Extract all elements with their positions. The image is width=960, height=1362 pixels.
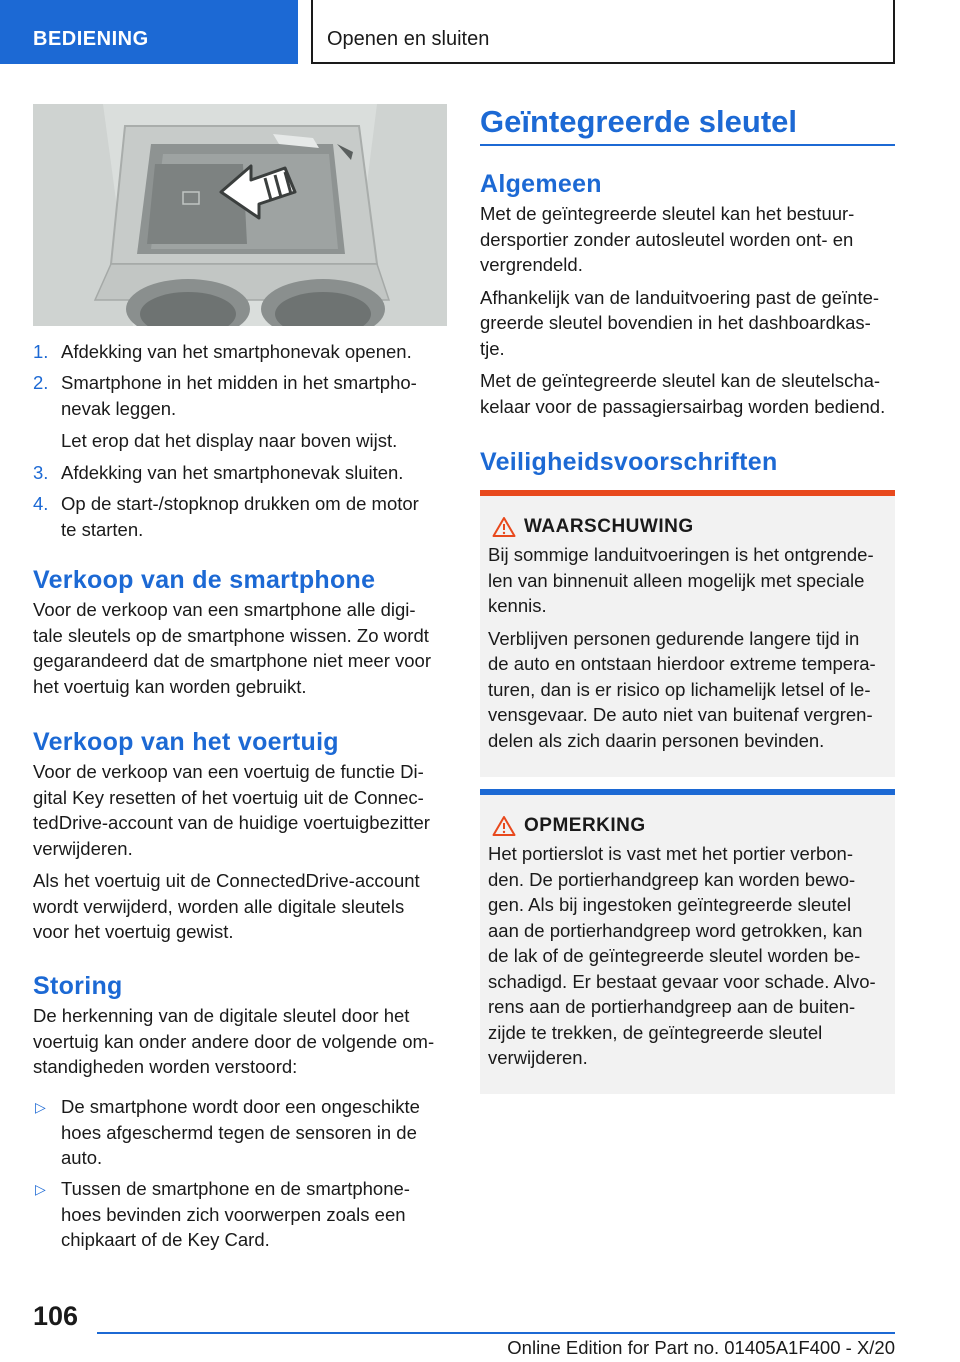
smartphone-tray-photo: [33, 104, 447, 326]
notice-line: den. De portierhandgreep kan worden bewo-: [488, 868, 856, 890]
body-line: Voor de verkoop van een voertuig de functie Di-: [33, 761, 424, 782]
section-heading: Storing: [33, 972, 123, 1000]
section-heading: Algemeen: [480, 170, 602, 198]
notice-line: verwijderen.: [488, 1047, 588, 1068]
notice-line: Het portierslot is vast met het portier verbon-: [488, 843, 854, 864]
warning-line: kennis.: [488, 595, 547, 616]
section-general: [480, 170, 895, 419]
body-line: verwijderen.: [33, 837, 133, 859]
title-divider: [480, 144, 895, 146]
fault-bullet-2: [33, 1176, 447, 1253]
section-heading: Verkoop van het voertuig: [33, 728, 339, 756]
step-text: Afdekking van het smartphonevak openen.: [61, 341, 412, 362]
notice-line: schadigd. Er bestaat gevaar voor schade. Alvo-: [488, 970, 876, 992]
step-number: 1.: [33, 341, 49, 362]
body-line: Als het voertuig uit de ConnectedDrive-account: [33, 870, 420, 891]
bullet-line: hoes bevinden zich voorwerpen zoals een: [61, 1203, 406, 1225]
bullet-line: chipkaart of de Key Card.: [61, 1229, 270, 1250]
body-line: voor het voertuig gewist.: [33, 921, 234, 942]
notice-triangle-icon: [492, 815, 516, 837]
body-line: kelaar voor de passagiersairbag worden bediend.: [480, 395, 886, 417]
notice-line: de lak of de geïntegreerde sleutel worden be-: [488, 945, 861, 966]
notice-label: OPMERKING: [524, 815, 646, 836]
bullet-line: De smartphone wordt door een ongeschikte: [61, 1096, 420, 1117]
bullet-line: hoes afgeschermd tegen de sensoren in de: [61, 1121, 417, 1143]
step-number: 3.: [33, 462, 49, 483]
section-fault: [33, 972, 447, 1080]
notice-line: rens aan de portierhandgreep aan de buiten-: [488, 996, 856, 1017]
body-line: gital Key resetten of het voertuig uit de Connec-: [33, 786, 424, 808]
step-text-line: Smartphone in het midden in het smartpho-: [61, 372, 417, 393]
bullet-line: auto.: [61, 1147, 103, 1168]
step-text-line: nevak leggen.: [61, 397, 177, 419]
warning-line: Verblijven personen gedurende langere tijd in: [488, 627, 860, 649]
edition-note: Online Edition for Part no. 01405A1F400 - X/20: [507, 1337, 895, 1358]
warning-line: len van binnenuit alleen mogelijk met speciale: [488, 569, 865, 591]
bullet-line: Tussen de smartphone en de smartphone-: [61, 1178, 410, 1199]
body-line: dersportier zonder autosleutel worden ont- en: [480, 228, 854, 250]
notice-line: gen. Als bij ingestoken geïntegreerde sleutel: [488, 894, 852, 915]
step-note: Let erop dat het display naar boven wijst.: [61, 430, 398, 451]
page-title: Geïntegreerde sleutel: [480, 104, 798, 139]
step-4: [33, 491, 447, 542]
notice-callout: [480, 789, 895, 1094]
chapter-tab: BEDIENING: [0, 0, 298, 64]
warning-label: WAARSCHUWING: [524, 516, 694, 537]
body-line: standigheden worden verstoord:: [33, 1056, 298, 1077]
topic-title: Openen en sluiten: [311, 0, 895, 64]
footer-divider: [97, 1332, 895, 1334]
body-line: Met de geïntegreerde sleutel kan de sleutelscha-: [480, 370, 881, 391]
step-1: [33, 339, 447, 365]
page-number: 106: [33, 1301, 79, 1331]
section-sale-phone: [33, 566, 447, 699]
warning-line: delen als zich daarin personen bevinden.: [488, 729, 825, 751]
body-line: vergrendeld.: [480, 254, 583, 275]
body-line: tje.: [480, 337, 505, 359]
warning-line: Bij sommige landuitvoeringen is het ontgrende-: [488, 544, 874, 565]
body-line: greerde sleutel bovendien in het dashboardkas-: [480, 312, 871, 333]
chapter-section: [480, 104, 895, 146]
warning-triangle-icon: [492, 516, 516, 538]
section-safety: [480, 448, 895, 477]
section-heading: Veiligheidsvoorschriften: [480, 448, 778, 476]
body-line: tale sleutels op de smartphone wissen. Zo wordt: [33, 624, 429, 646]
warning-line: vensgevaar. De auto niet van buitenaf vergren-: [488, 704, 873, 725]
step-text: Afdekking van het smartphonevak sluiten.: [61, 462, 404, 483]
notice-line: zijde te trekken, de geïntegreerde sleutel: [488, 1021, 823, 1043]
section-heading: Verkoop van de smartphone: [33, 566, 376, 594]
warning-line: de auto en ontstaan hierdoor extreme tempera-: [488, 653, 876, 674]
step-number: 2.: [33, 372, 49, 393]
triangle-bullet-icon: ▷: [35, 1181, 46, 1197]
warning-callout: [480, 490, 895, 777]
section-sale-vehicle: [33, 728, 447, 945]
body-line: Voor de verkoop van een smartphone alle digi-: [33, 599, 416, 620]
step-text-line: te starten.: [61, 518, 144, 540]
body-line: tedDrive-account van de huidige voertuigbezitter: [33, 812, 430, 833]
fault-bullet-1: [33, 1094, 447, 1171]
body-line: Afhankelijk van de landuitvoering past de geïnte-: [480, 286, 880, 308]
body-line: het voertuig kan worden gebruikt.: [33, 675, 307, 697]
step-text-line: Op de start-/stopknop drukken om de motor: [61, 493, 419, 514]
step-2: [33, 370, 447, 454]
body-line: Met de geïntegreerde sleutel kan het bestuur-: [480, 203, 855, 224]
body-line: wordt verwijderd, worden alle digitale sleutels: [33, 895, 405, 917]
step-3: [33, 460, 447, 486]
notice-line: aan de portierhandgreep word getrokken, kan: [488, 919, 863, 941]
warning-line: turen, dan is er risico op lichamelijk letsel of le-: [488, 678, 871, 700]
triangle-bullet-icon: ▷: [35, 1099, 46, 1115]
body-line: voertuig kan onder andere door de volgende om-: [33, 1030, 435, 1052]
step-number: 4.: [33, 493, 49, 514]
body-line: De herkenning van de digitale sleutel door het: [33, 1005, 410, 1026]
body-line: gegarandeerd dat de smartphone niet meer voor: [33, 650, 432, 671]
